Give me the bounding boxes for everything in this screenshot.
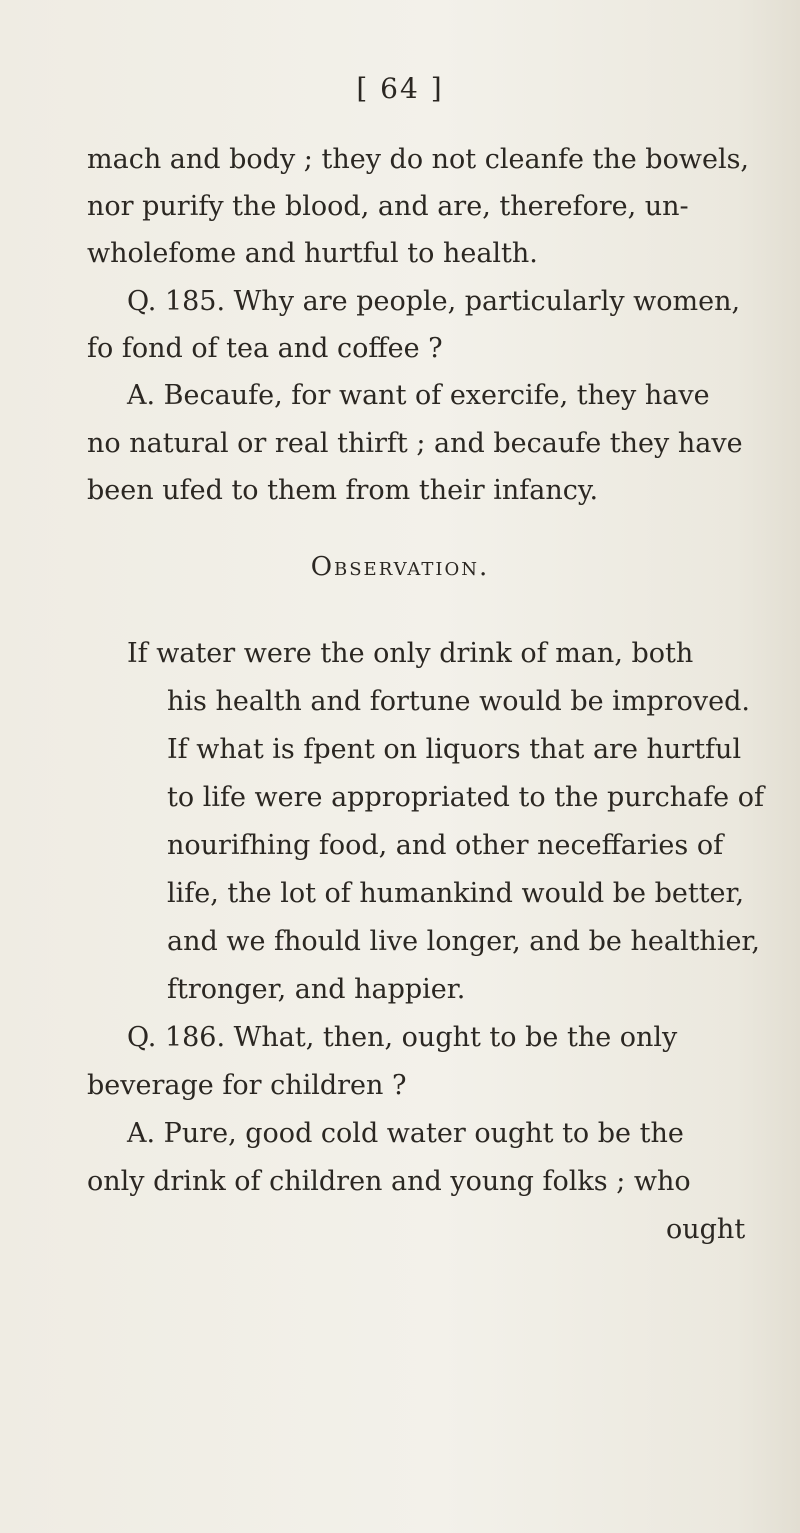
text-line: wholefome and hurtful to health. [87, 238, 538, 269]
text-line: beverage for children ? [87, 1070, 407, 1101]
answer-line: A. Pure, good cold water ought to be the [127, 1118, 684, 1149]
observation-line: and we fhould live longer, and be healthier, [167, 926, 760, 957]
text-line: mach and body ; they do not cleanfe the bowels, [87, 144, 750, 175]
answer-line: A. Becaufe, for want of exercife, they have [127, 380, 710, 411]
observation-line: to life were appropriated to the purchafe of [167, 782, 764, 813]
text-line: no natural or real thirft ; and becaufe they have [87, 428, 743, 459]
text-line: nor purify the blood, and are, therefore, un- [87, 191, 689, 222]
catchword: ought [666, 1214, 746, 1245]
question-line: Q. 185. Why are people, particularly women, [127, 286, 741, 317]
observation-line: his health and fortune would be improved. [167, 686, 750, 717]
observation-line: life, the lot of humankind would be better, [167, 878, 745, 909]
observation-line: If water were the only drink of man, both [127, 638, 694, 669]
page-number-header: [ 64 ] [356, 72, 444, 105]
observation-line: nourifhing food, and other neceffaries of [167, 830, 724, 861]
observation-line: ftronger, and happier. [167, 974, 466, 1005]
text-line: only drink of children and young folks ; who [87, 1166, 691, 1197]
text-line: fo fond of tea and coffee ? [87, 333, 443, 364]
observation-line: If what is fpent on liquors that are hurtful [167, 734, 742, 765]
question-line: Q. 186. What, then, ought to be the only [127, 1022, 678, 1053]
text-line: been ufed to them from their infancy. [87, 475, 599, 506]
observation-heading: Observation. [310, 552, 490, 582]
